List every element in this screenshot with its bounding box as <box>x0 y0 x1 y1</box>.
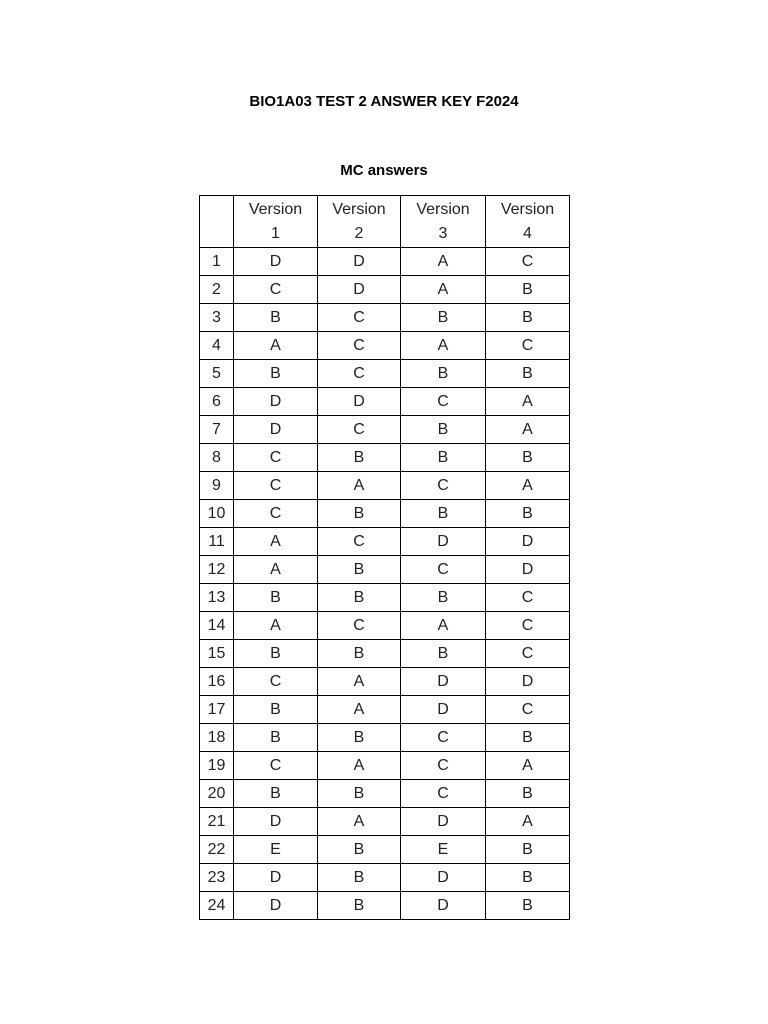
question-number-cell: 21 <box>200 808 234 836</box>
answer-cell-version-4: B <box>486 500 570 528</box>
answer-cell-version-2: B <box>318 556 401 584</box>
answer-cell-version-2: B <box>318 724 401 752</box>
question-number-cell: 14 <box>200 612 234 640</box>
question-number-cell: 8 <box>200 444 234 472</box>
answer-cell-version-2: B <box>318 864 401 892</box>
answer-cell-version-2: A <box>318 472 401 500</box>
answer-cell-version-2: B <box>318 444 401 472</box>
answer-cell-version-3: B <box>401 304 486 332</box>
question-number-cell: 19 <box>200 752 234 780</box>
table-row <box>200 696 570 724</box>
version-header-label: Version <box>332 200 386 218</box>
answer-cell-version-3: E <box>401 836 486 864</box>
table-row <box>200 304 570 332</box>
answer-cell-version-3: D <box>401 696 486 724</box>
answer-cell-version-2: B <box>318 584 401 612</box>
question-number-cell: 22 <box>200 836 234 864</box>
answer-cell-version-1: D <box>234 864 318 892</box>
section-title: MC answers <box>340 162 428 179</box>
version-header-number: 1 <box>271 224 280 242</box>
answer-cell-version-1: D <box>234 808 318 836</box>
question-number-cell: 11 <box>200 528 234 556</box>
table-row <box>200 388 570 416</box>
answer-cell-version-4: C <box>486 584 570 612</box>
answer-cell-version-2: D <box>318 276 401 304</box>
answer-cell-version-1: B <box>234 584 318 612</box>
answer-cell-version-2: A <box>318 668 401 696</box>
answer-cell-version-4: B <box>486 444 570 472</box>
answer-cell-version-1: E <box>234 836 318 864</box>
question-number-cell: 17 <box>200 696 234 724</box>
question-number-cell: 2 <box>200 276 234 304</box>
answer-cell-version-4: C <box>486 612 570 640</box>
answer-cell-version-4: B <box>486 780 570 808</box>
answer-cell-version-1: C <box>234 472 318 500</box>
version-header-label: Version <box>416 200 470 218</box>
table-row <box>200 640 570 668</box>
answer-cell-version-1: C <box>234 276 318 304</box>
table-row <box>200 528 570 556</box>
answer-cell-version-2: C <box>318 360 401 388</box>
answer-cell-version-4: A <box>486 416 570 444</box>
answer-cell-version-3: B <box>401 360 486 388</box>
answer-cell-version-2: B <box>318 500 401 528</box>
answer-cell-version-3: C <box>401 724 486 752</box>
table-row <box>200 612 570 640</box>
answer-cell-version-4: D <box>486 528 570 556</box>
version-header-cell <box>234 196 318 248</box>
answer-cell-version-2: B <box>318 892 401 920</box>
answer-cell-version-3: D <box>401 528 486 556</box>
answer-cell-version-3: C <box>401 556 486 584</box>
table-row <box>200 444 570 472</box>
version-header-cell <box>486 196 570 248</box>
answer-cell-version-4: B <box>486 724 570 752</box>
answer-cell-version-3: C <box>401 472 486 500</box>
question-number-cell: 23 <box>200 864 234 892</box>
answer-cell-version-3: C <box>401 388 486 416</box>
answer-cell-version-4: D <box>486 556 570 584</box>
question-number-cell: 24 <box>200 892 234 920</box>
corner-header-cell <box>200 196 234 248</box>
table-row <box>200 332 570 360</box>
table-row <box>200 500 570 528</box>
answer-cell-version-3: A <box>401 276 486 304</box>
version-header-number: 4 <box>523 224 532 242</box>
question-number-cell: 10 <box>200 500 234 528</box>
answer-cell-version-1: B <box>234 780 318 808</box>
answer-cell-version-1: B <box>234 304 318 332</box>
table-row <box>200 864 570 892</box>
answer-cell-version-4: B <box>486 304 570 332</box>
table-row <box>200 556 570 584</box>
table-row <box>200 724 570 752</box>
answer-cell-version-2: C <box>318 416 401 444</box>
answer-cell-version-3: D <box>401 808 486 836</box>
document-title: BIO1A03 TEST 2 ANSWER KEY F2024 <box>249 93 519 110</box>
answer-cell-version-3: D <box>401 668 486 696</box>
answer-cell-version-2: B <box>318 836 401 864</box>
answer-key-table <box>199 195 570 920</box>
answer-cell-version-4: B <box>486 864 570 892</box>
answer-cell-version-3: D <box>401 892 486 920</box>
answer-cell-version-2: A <box>318 808 401 836</box>
question-number-cell: 3 <box>200 304 234 332</box>
version-header-number: 3 <box>438 224 448 242</box>
answer-cell-version-1: B <box>234 696 318 724</box>
version-header-label: Version <box>500 200 555 218</box>
answer-cell-version-1: D <box>234 416 318 444</box>
table-row <box>200 892 570 920</box>
table-row <box>200 780 570 808</box>
answer-cell-version-3: A <box>401 248 486 276</box>
question-number-cell: 16 <box>200 668 234 696</box>
version-header-cell <box>401 196 486 248</box>
question-number-cell: 1 <box>200 248 234 276</box>
answer-cell-version-1: A <box>234 556 318 584</box>
answer-cell-version-1: C <box>234 752 318 780</box>
answer-cell-version-4: C <box>486 640 570 668</box>
answer-cell-version-4: C <box>486 696 570 724</box>
answer-cell-version-3: B <box>401 640 486 668</box>
answer-cell-version-2: D <box>318 248 401 276</box>
answer-cell-version-4: B <box>486 892 570 920</box>
table-row <box>200 248 570 276</box>
answer-cell-version-4: A <box>486 388 570 416</box>
answer-cell-version-2: C <box>318 528 401 556</box>
answer-cell-version-1: B <box>234 640 318 668</box>
question-number-cell: 6 <box>200 388 234 416</box>
answer-cell-version-2: C <box>318 612 401 640</box>
answer-cell-version-2: B <box>318 640 401 668</box>
question-number-cell: 7 <box>200 416 234 444</box>
answer-cell-version-4: A <box>486 752 570 780</box>
answer-cell-version-1: C <box>234 500 318 528</box>
table-row <box>200 416 570 444</box>
question-number-cell: 12 <box>200 556 234 584</box>
question-number-cell: 5 <box>200 360 234 388</box>
answer-cell-version-2: A <box>318 696 401 724</box>
header-row <box>200 196 570 248</box>
answer-cell-version-3: D <box>401 864 486 892</box>
answer-cell-version-3: B <box>401 584 486 612</box>
answer-cell-version-4: D <box>486 668 570 696</box>
answer-cell-version-2: C <box>318 304 401 332</box>
answer-cell-version-2: D <box>318 388 401 416</box>
table-row <box>200 668 570 696</box>
answer-cell-version-1: C <box>234 668 318 696</box>
answer-cell-version-3: B <box>401 444 486 472</box>
answer-cell-version-1: A <box>234 332 318 360</box>
answer-key-header <box>200 196 570 248</box>
answer-cell-version-4: A <box>486 472 570 500</box>
answer-cell-version-1: D <box>234 388 318 416</box>
answer-cell-version-3: A <box>401 612 486 640</box>
answer-cell-version-1: A <box>234 612 318 640</box>
version-header-cell <box>318 196 401 248</box>
answer-cell-version-3: A <box>401 332 486 360</box>
answer-cell-version-3: C <box>401 780 486 808</box>
answer-cell-version-2: A <box>318 752 401 780</box>
table-row <box>200 276 570 304</box>
answer-cell-version-1: D <box>234 892 318 920</box>
question-number-cell: 15 <box>200 640 234 668</box>
table-row <box>200 360 570 388</box>
question-number-cell: 4 <box>200 332 234 360</box>
answer-cell-version-4: B <box>486 360 570 388</box>
question-number-cell: 18 <box>200 724 234 752</box>
answer-cell-version-4: B <box>486 836 570 864</box>
question-number-cell: 13 <box>200 584 234 612</box>
table-row <box>200 752 570 780</box>
answer-cell-version-1: B <box>234 360 318 388</box>
answer-cell-version-4: B <box>486 276 570 304</box>
question-number-cell: 9 <box>200 472 234 500</box>
answer-cell-version-1: A <box>234 528 318 556</box>
table-row <box>200 472 570 500</box>
answer-cell-version-4: C <box>486 248 570 276</box>
answer-cell-version-2: B <box>318 780 401 808</box>
table-row <box>200 584 570 612</box>
answer-key-body <box>200 248 570 920</box>
table-row <box>200 836 570 864</box>
question-number-cell: 20 <box>200 780 234 808</box>
answer-cell-version-1: C <box>234 444 318 472</box>
table-row <box>200 808 570 836</box>
answer-cell-version-1: B <box>234 724 318 752</box>
answer-cell-version-3: C <box>401 752 486 780</box>
answer-cell-version-4: A <box>486 808 570 836</box>
answer-cell-version-3: B <box>401 500 486 528</box>
version-header-number: 2 <box>354 224 364 242</box>
answer-cell-version-3: B <box>401 416 486 444</box>
answer-cell-version-2: C <box>318 332 401 360</box>
answer-cell-version-1: D <box>234 248 318 276</box>
version-header-label: Version <box>248 200 303 218</box>
answer-cell-version-4: C <box>486 332 570 360</box>
